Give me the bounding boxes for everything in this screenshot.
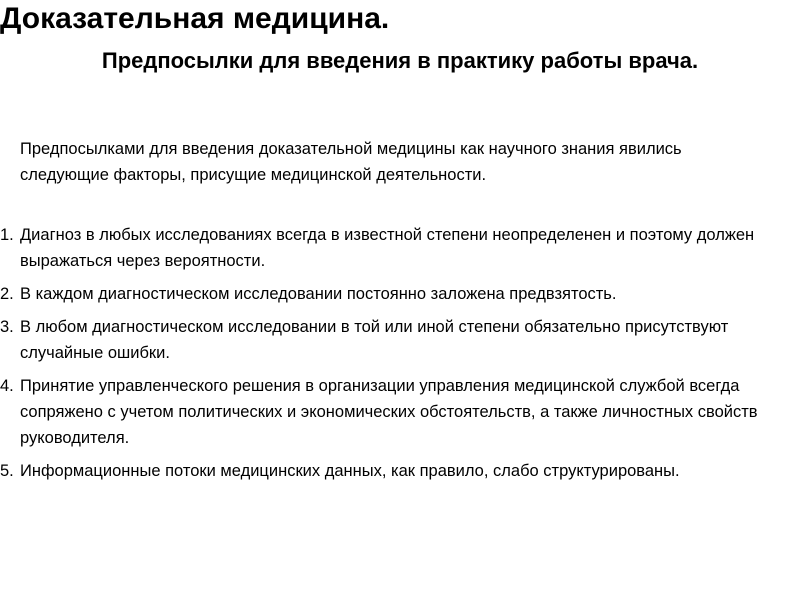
list-item-number: 5.	[0, 462, 14, 480]
intro-paragraph: Предпосылками для введения доказательной медицины как научного знания явились следующие факторы, присущие медицинской деятельности.	[20, 140, 682, 184]
list-item-text: Принятие управленческого решения в организации управления медицинской службой всегда сопряжено с учетом политических и экономических обстоятельств, а также личностных свойств руководителя.	[20, 377, 758, 447]
slide-title: Доказательная медицина.	[0, 2, 390, 35]
list-item-text: Диагноз в любых исследованиях всегда в известной степени неопределенен и поэтому должен выражаться через вероятности.	[20, 226, 755, 270]
list-item-number: 4.	[0, 377, 14, 395]
list-item	[0, 222, 790, 274]
slide-subtitle: Предпосылки для введения в практику работы врача.	[101, 48, 699, 73]
list-item-number: 3.	[0, 318, 14, 336]
factors-list	[0, 222, 790, 491]
list-item	[0, 373, 790, 451]
list-item-number: 2.	[0, 285, 14, 303]
list-item	[0, 281, 790, 307]
list-item	[0, 314, 790, 366]
list-item-text: В любом диагностическом исследовании в той или иной степени обязательно присутствуют случайные ошибки.	[20, 318, 729, 362]
list-item-text: Информационные потоки медицинских данных, как правило, слабо структурированы.	[20, 462, 680, 480]
list-item	[0, 458, 790, 484]
list-item-text: В каждом диагностическом исследовании постоянно заложена предвзятость.	[20, 285, 617, 303]
list-item-number: 1.	[0, 226, 14, 244]
